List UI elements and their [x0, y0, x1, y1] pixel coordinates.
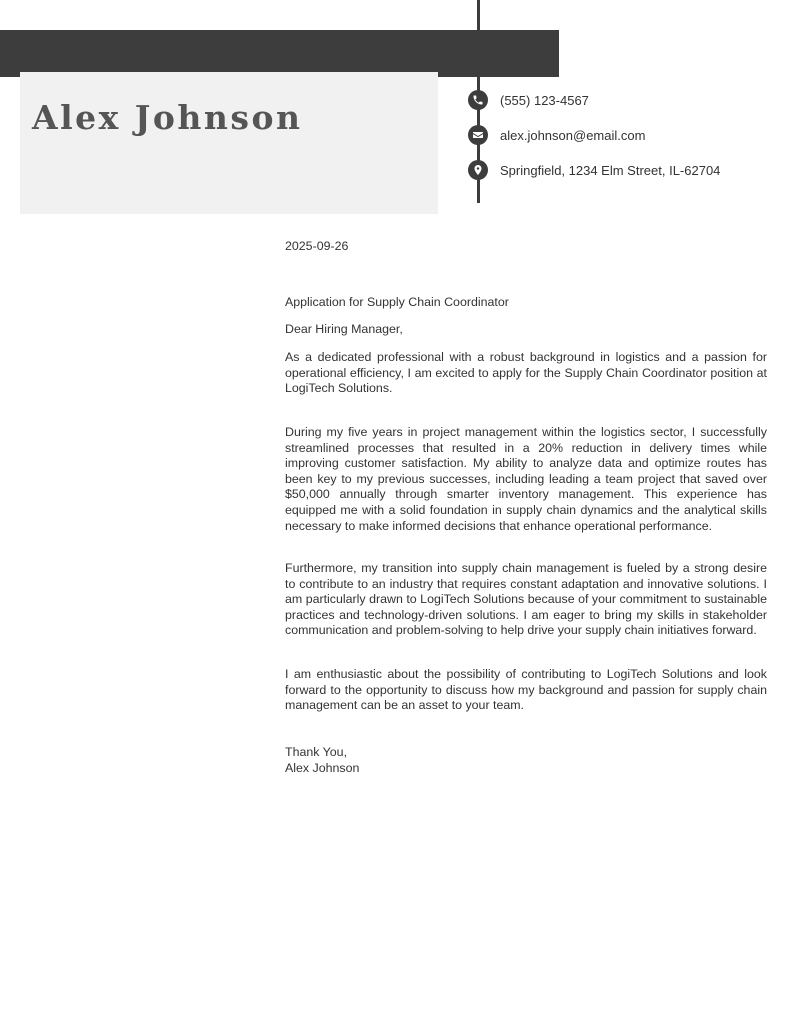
letter-subject: Application for Supply Chain Coordinator	[285, 295, 509, 309]
letter-closing: Thank You,	[285, 745, 348, 759]
letter-paragraph-4: I am enthusiastic about the possibility of contributing to LogiTech Solutions and look forward to the opportunity to discuss how my background and passion for supply chain management can be an asset to your team.	[285, 667, 767, 713]
header-bar	[0, 30, 559, 77]
letter-salutation: Dear Hiring Manager,	[285, 322, 403, 336]
map-pin-icon	[468, 160, 488, 180]
phone-icon	[468, 90, 488, 110]
letter-signature: Alex Johnson	[285, 761, 360, 775]
letter-paragraph-2: During my five years in project management within the logistics sector, I successfully streamlined processes that resulted in a 20% reduction in delivery times while improving customer satisfaction. My ability to analyze data and optimize routes has been key to my previous successes, including leading a team project that saved over $50,000 annually through smarter inventory management. This experience has equipped me with a solid foundation in supply chain dynamics and the analytical skills necessary to make informed decisions that enhance operational performance.	[285, 425, 767, 533]
contact-address-row	[468, 160, 720, 180]
contact-email-row	[468, 125, 645, 145]
envelope-icon	[468, 125, 488, 145]
letter-paragraph-3: Furthermore, my transition into supply chain management is fueled by a strong desire to contribute to an industry that requires constant adaptation and innovative solutions. I am particularly drawn to LogiTech Solutions because of your commitment to sustainable practices and technology-driven solutions. I am eager to bring my skills in stakeholder communication and problem-solving to help drive your supply chain initiatives forward.	[285, 561, 767, 638]
contact-phone: (555) 123-4567	[500, 92, 589, 108]
name-panel	[20, 72, 438, 214]
contact-email: alex.johnson@email.com	[500, 127, 646, 143]
letter-date: 2025-09-26	[285, 239, 349, 253]
letter-paragraph-1: As a dedicated professional with a robust background in logistics and a passion for operational efficiency, I am excited to apply for the Supply Chain Coordinator position at LogiTech Solutions.	[285, 350, 767, 396]
contact-address: Springfield, 1234 Elm Street, IL-62704	[500, 162, 721, 178]
candidate-name: Alex Johnson	[32, 98, 303, 137]
contact-phone-row	[468, 90, 589, 110]
